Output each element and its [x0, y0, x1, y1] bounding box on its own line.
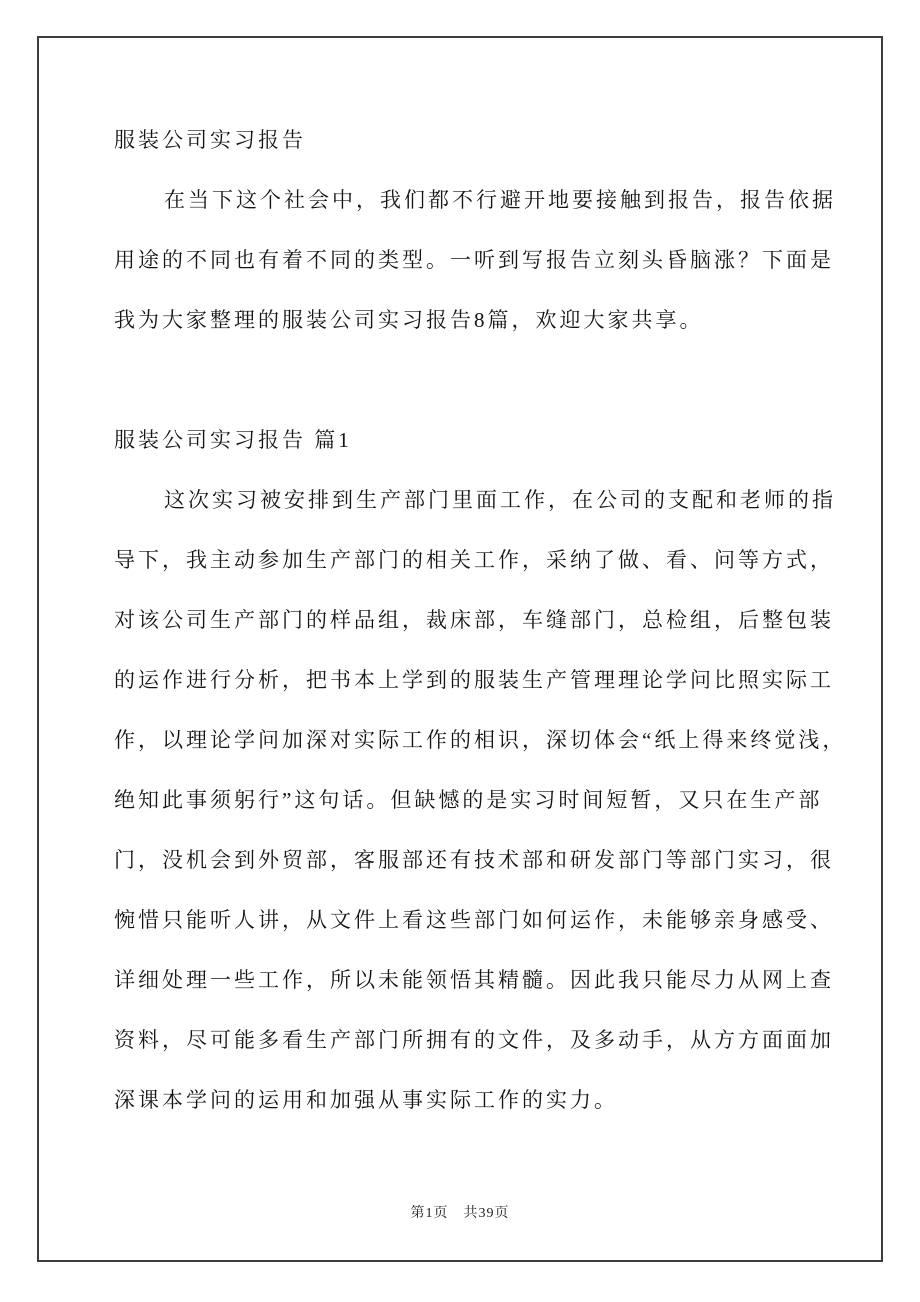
page-footer	[39, 1202, 881, 1226]
page-number: 第1页 共39页	[410, 1206, 510, 1221]
text-line: 惋惜只能听人讲，从文件上看这些部门如何运作，未能够亲身感受、	[114, 908, 834, 932]
text-line: 这次实习被安排到生产部门里面工作，在公司的支配和老师的指	[164, 488, 836, 512]
text-line: 详细处理一些工作，所以未能领悟其精髓。因此我只能尽力从网上查	[114, 968, 834, 992]
text-line: 用途的不同也有着不同的类型。一听到写报告立刻头昏脑涨？下面是	[114, 248, 834, 272]
text-line: 对该公司生产部门的样品组，裁床部，车缝部门，总检组，后整包装	[114, 608, 834, 632]
document-title: 服装公司实习报告	[114, 128, 306, 152]
document-page	[37, 36, 883, 1262]
text-line: 我为大家整理的服装公司实习报告8篇，欢迎大家共享。	[114, 308, 704, 332]
text-line: 资料，尽可能多看生产部门所拥有的文件，及多动手，从方方面面加	[114, 1028, 834, 1052]
blank-line	[114, 350, 856, 410]
text-line: 导下，我主动参加生产部门的相关工作，采纳了做、看、问等方式，	[114, 548, 834, 572]
text-line: 作，以理论学问加深对实际工作的相识，深切体会“纸上得来终觉浅，	[114, 728, 847, 752]
text-line: 的运作进行分析，把书本上学到的服装生产管理理论学问比照实际工	[114, 668, 834, 692]
text-line: 在当下这个社会中，我们都不行避开地要接触到报告，报告依据	[164, 188, 836, 212]
text-line: 绝知此事须躬行”这句话。但缺憾的是实习时间短暂，又只在生产部	[114, 788, 823, 812]
section-heading: 服装公司实习报告 篇1	[114, 428, 352, 452]
text-line: 深课本学问的运用和加强从事实际工作的实力。	[114, 1088, 618, 1112]
text-line: 门，没机会到外贸部，客服部还有技术部和研发部门等部门实习，很	[114, 848, 834, 872]
document-body	[114, 110, 856, 1130]
